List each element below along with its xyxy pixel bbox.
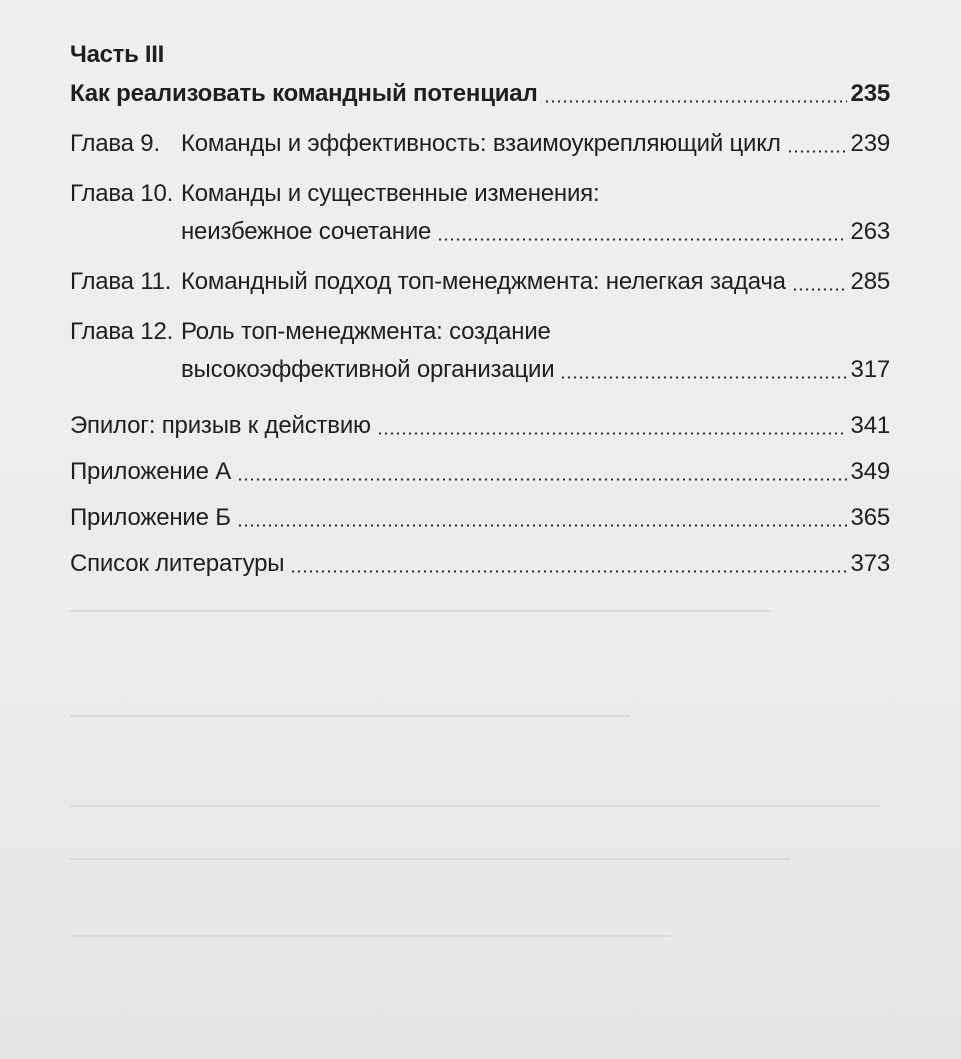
chapter-title-line: Команды и существенные изменения: (181, 180, 600, 207)
page-number: 341 (850, 412, 890, 439)
table-of-contents (70, 40, 890, 579)
chapter-label: Глава 9. (70, 130, 160, 157)
page-number: 285 (850, 268, 890, 295)
part-title: Как реализовать командный потенциал (70, 80, 538, 107)
chapter-title: Командный подход топ-менеджмента: нелегкая задача (181, 268, 786, 295)
bleed-through-line (70, 610, 770, 612)
page-number: 235 (850, 80, 890, 107)
dot-leader (544, 100, 847, 103)
page-number: 365 (850, 504, 890, 531)
chapter-title-line: неизбежное сочетание (181, 218, 432, 245)
bleed-through-line (70, 715, 630, 717)
chapter-title-line: высокоэффективной организации (181, 356, 555, 383)
page-number: 373 (850, 550, 890, 577)
bleed-through-line (70, 935, 670, 937)
toc-entry-appendix-b (70, 503, 890, 533)
page-number: 349 (850, 458, 890, 485)
toc-entry-chapter (70, 129, 890, 159)
chapter-label: Глава 10. (70, 180, 174, 207)
page-number: 317 (850, 356, 890, 383)
chapter-label: Глава 11. (70, 268, 172, 295)
part-label: Часть III (70, 41, 165, 68)
toc-entry-part (70, 79, 890, 109)
chapter-title-line: Роль топ-менеджмента: создание (181, 318, 551, 345)
dot-leader (792, 288, 847, 291)
bleed-through-line (70, 805, 880, 807)
toc-entry-appendix-a (70, 457, 890, 487)
toc-entry-chapter (70, 267, 890, 297)
bleed-through-line (70, 858, 790, 860)
toc-entry-bibliography (70, 549, 890, 579)
dot-leader (237, 524, 847, 527)
toc-entry-chapter (70, 317, 890, 385)
chapter-label: Глава 12. (70, 318, 174, 345)
dot-leader (237, 478, 847, 481)
dot-leader (290, 570, 846, 573)
toc-entry-epilogue (70, 411, 890, 441)
dot-leader (787, 150, 847, 153)
dot-leader (560, 376, 846, 379)
dot-leader (437, 238, 846, 241)
entry-title: Приложение А (70, 458, 232, 485)
chapter-title: Команды и эффективность: взаимоукрепляющий цикл (181, 130, 781, 157)
entry-title: Список литературы (70, 550, 285, 577)
entry-title: Приложение Б (70, 504, 231, 531)
toc-entry-chapter (70, 179, 890, 247)
dot-leader (377, 432, 847, 435)
entry-title: Эпилог: призыв к действию (70, 412, 371, 439)
page-number: 239 (850, 130, 890, 157)
page-number: 263 (850, 218, 890, 245)
